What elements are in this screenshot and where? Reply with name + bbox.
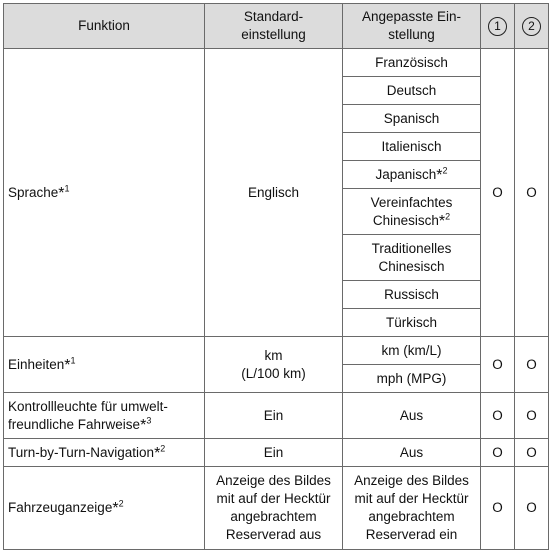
sprache-option: Traditionelles Chinesisch [343,235,481,281]
header-standard-line2: einstellung [241,27,306,42]
sprache-option: Italienisch [343,133,481,161]
row-fahrzeuganzeige [4,467,549,550]
einheiten-c1: O [481,337,515,393]
footnote-asterisk: * [140,416,147,434]
header-angepasst-line1: Angepasste Ein- [361,9,462,24]
header-funktion: Funktion [4,4,205,49]
settings-table [3,3,549,550]
footnote-asterisk: * [58,184,65,202]
header-angepasst-line2: stellung [388,27,435,42]
row-kontrollleuchte [4,393,549,439]
sprache-note: 1 [64,183,70,193]
footnote-asterisk: * [436,166,443,184]
kontroll-funktion: Kontrollleuchte für umwelt- freundliche Fahrweise*$^3$ [4,393,205,439]
header-standard [205,4,343,49]
sprache-c1: O [481,49,515,337]
sprache-option: Türkisch [343,309,481,337]
kontroll-c2: O [515,393,549,439]
footnote-asterisk: * [64,356,71,374]
sprache-funktion: Sprache*$^1$ [4,49,205,337]
header-angepasst [343,4,481,49]
footnote-asterisk: * [154,444,161,462]
kontroll-standard: Ein [205,393,343,439]
sprache-option: Russisch [343,281,481,309]
einheiten-option: mph (MPG) [343,365,481,393]
sprache-option: Deutsch [343,77,481,105]
einheiten-c2: O [515,337,549,393]
header-col2 [515,4,549,49]
sprache-option: Französisch [343,49,481,77]
row-turn-by-turn [4,439,549,467]
einheiten-standard: km (L/100 km) [205,337,343,393]
turn-custom: Aus [343,439,481,467]
circled-number-1-icon: 1 [488,17,507,36]
footnote-asterisk: * [112,500,119,517]
einheiten-funktion: Einheiten*$^1$ [4,337,205,393]
header-row [4,4,549,49]
fahrzeug-custom: Anzeige des Bildes mit auf der Hecktür angebrachtem Reserverad ein [343,467,481,550]
sprache-option: Japanisch*$^2$ [343,161,481,189]
row-sprache-option-1 [4,49,549,77]
footnote-asterisk: * [438,212,446,230]
fahrzeug-c2: O [515,467,549,550]
sprache-standard: Englisch [205,49,343,337]
turn-standard: Ein [205,439,343,467]
fahrzeug-c1: O [481,467,515,550]
header-col1 [481,4,515,49]
turn-funktion: Turn-by-Turn-Navigation*$^2$ [4,439,205,467]
kontroll-c1: O [481,393,515,439]
sprache-c2: O [515,49,549,337]
sprache-option: Vereinfachtes Chinesisch*$^2$ [343,189,481,235]
row-einheiten-option-1 [4,337,549,365]
fahrzeug-funktion: Fahrzeuganzeige*$^2$ [4,467,205,550]
settings-table-wrapper [3,3,549,550]
turn-c2: O [515,439,549,467]
fahrzeug-standard: Anzeige des Bildes mit auf der Hecktür angebrachtem Reserverad aus [205,467,343,550]
header-standard-line1: Standard- [243,9,304,24]
circled-number-2-icon: 2 [522,17,541,36]
sprache-option: Spanisch [343,105,481,133]
turn-c1: O [481,439,515,467]
einheiten-option: km (km/L) [343,337,481,365]
kontroll-custom: Aus [343,393,481,439]
